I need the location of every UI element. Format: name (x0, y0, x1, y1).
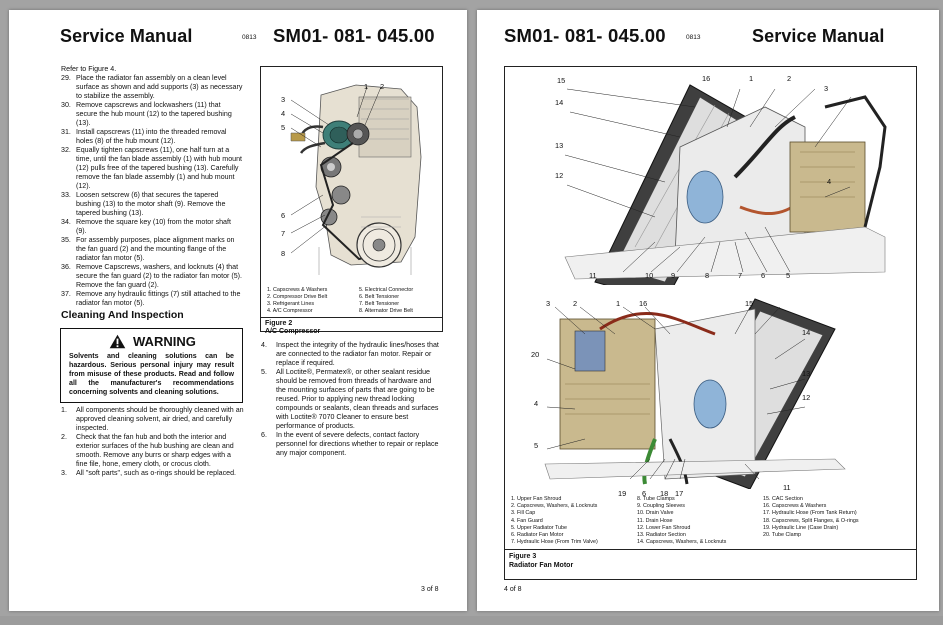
step-number: 31. (61, 128, 71, 136)
header-title: Service Manual (752, 26, 885, 46)
figure-2-legend-col1 (267, 287, 327, 315)
step-item (61, 469, 244, 478)
warning-title: WARNING (133, 334, 196, 349)
step-item (261, 431, 443, 458)
legend-item: 14. Capscrews, Washers, & Locknuts (637, 539, 727, 546)
page-number: 4 of 8 (504, 586, 522, 593)
callout: 12 (555, 171, 564, 180)
callout: 6 (642, 489, 647, 498)
callout: 2 (573, 299, 578, 308)
viewer-bottom-toolbar (0, 616, 943, 625)
legend-item: 3. Refrigerant Lines (267, 301, 315, 307)
legend-item: 15. CAC Section (763, 496, 803, 502)
legend-item: 9. Coupling Sleeves (637, 503, 685, 510)
step-item (261, 368, 443, 431)
radiator-fan-top-view-illustration (505, 67, 916, 285)
legend-item: 19. Hydraulic Line (Case Drain) (763, 524, 839, 531)
warning-box (60, 328, 243, 403)
step-number: 37. (61, 290, 71, 298)
callout: 13 (555, 141, 564, 150)
step-text: Remove any hydraulic fittings (7) still attached to the radiator fan motor (5). (76, 290, 241, 307)
callout: 19 (618, 489, 627, 498)
figure-2-legend-col2 (359, 287, 413, 315)
legend-item: 6. Radiator Fan Motor (511, 532, 564, 538)
header-revision: 0813 (242, 34, 257, 41)
step-text: Place the radiator fan assembly on a clean level surface as shown and add supports (3) as necessary to stabilize the assembly. (76, 74, 243, 100)
callout: 1 (749, 74, 754, 83)
legend-item: 3. Fill Cap (511, 510, 536, 517)
step-text: All "soft parts", such as o-rings should be replaced. (76, 469, 236, 477)
callout: 14 (802, 328, 811, 337)
callout-2: 2 (380, 82, 385, 91)
step-number: 4. (261, 341, 267, 349)
callout: 5 (786, 271, 791, 280)
step-text: Install capscrews (11) into the threaded removal holes (8) of the hub mount (12). (76, 128, 227, 145)
step-item (61, 128, 243, 146)
callout: 8 (705, 271, 710, 280)
warning-triangle-icon (109, 334, 126, 349)
callout: 4 (827, 177, 832, 186)
procedure-column (61, 65, 243, 308)
step-text: Remove Capscrews, washers, and locknuts (4) that secure the fan guard (2) to the radiator fan motor (5). Remove the fan guard (2). (76, 263, 242, 289)
step-item (61, 74, 243, 101)
step-item (61, 218, 243, 236)
step-number: 35. (61, 236, 71, 244)
page-3 (9, 10, 467, 611)
inspection-steps-column (261, 341, 443, 458)
legend-item: 6. Belt Tensioner (359, 294, 400, 300)
legend-item: 7. Belt Tensioner (359, 301, 400, 307)
figure-3 (504, 66, 917, 580)
callout: 11 (589, 271, 597, 280)
inspection-steps (261, 341, 443, 458)
callout: 4 (534, 399, 539, 408)
step-item (61, 146, 243, 191)
legend-item: 10. Drain Valve (637, 510, 674, 517)
step-number: 34. (61, 218, 71, 226)
callout-6: 6 (281, 211, 286, 220)
callout: 16 (639, 299, 648, 308)
step-item (61, 101, 243, 128)
caption-divider (261, 317, 442, 318)
figure-2 (260, 66, 443, 335)
legend-item: 7. Hydraulic Hose (From Trim Valve) (511, 539, 598, 546)
legend-item: 4. A/C Compressor (267, 308, 313, 314)
legend-item: 4. Fan Guard (511, 517, 543, 524)
callout: 20 (531, 350, 540, 359)
header-document-code: SM01- 081- 045.00 (504, 25, 666, 46)
legend-item: 20. Tube Clamp (763, 532, 802, 538)
page-number: 3 of 8 (421, 586, 439, 593)
callout-8: 8 (281, 249, 286, 258)
step-text: Remove capscrews and lockwashers (11) that secure the hub mount (12) to the tapered bushing (13). (76, 101, 232, 127)
callout: 2 (787, 74, 792, 83)
legend-item: 2. Capscrews, Washers, & Locknuts (511, 503, 598, 510)
callout-1: 1 (364, 82, 369, 91)
intro-text: Refer to Figure 4. (61, 65, 117, 73)
callout: 17 (675, 489, 684, 498)
legend-item: 17. Hydraulic Hose (From Tank Return) (763, 510, 857, 517)
header-revision: 0813 (686, 34, 701, 41)
callout: 9 (671, 271, 676, 280)
legend-item: 16. Capscrews & Washers (763, 503, 827, 510)
step-text: All components should be thoroughly cleaned with an approved cleaning solvent, air dried, and carefully inspected. (76, 406, 244, 432)
callout: 3 (824, 84, 829, 93)
callout: 18 (660, 489, 669, 498)
callout: 3 (546, 299, 551, 308)
cleaning-steps-column (61, 406, 244, 478)
callout: 16 (702, 74, 711, 83)
page-4 (477, 10, 939, 611)
legend-item: 2. Compressor Drive Belt (267, 294, 328, 300)
step-number: 1. (61, 406, 67, 414)
figure-label: Figure 2 (265, 320, 293, 327)
step-number: 32. (61, 146, 71, 154)
callout-7: 7 (281, 229, 286, 238)
legend-item: 1. Upper Fan Shroud (511, 496, 562, 502)
callout: 7 (738, 271, 743, 280)
warning-text: Solvents and cleaning solutions can be hazardous. Serious personal injury may result from misuse of these products. Read and follow all the manufacturer's recommendations concerning solvents and cleaning solutions. (69, 352, 234, 396)
callout: 6 (761, 271, 766, 280)
figure-label: Figure 3 (509, 553, 537, 560)
legend-item: 13. Radiator Section (637, 532, 686, 538)
callout: 5 (534, 441, 539, 450)
step-number: 6. (261, 431, 267, 439)
header-document-code: SM01- 081- 045.00 (273, 25, 435, 46)
step-item (61, 236, 243, 263)
callout: 14 (555, 98, 564, 107)
ac-compressor-illustration (261, 67, 442, 280)
caption-divider (505, 549, 916, 550)
figure-caption: A/C Compressor (265, 328, 321, 335)
step-text: Remove the square key (10) from the motor shaft (9). (76, 218, 231, 235)
radiator-fan-side-view-illustration (505, 289, 916, 489)
step-number: 3. (61, 469, 67, 477)
callout: 13 (802, 369, 811, 378)
step-text: For assembly purposes, place alignment marks on the fan guard (2) and the mounting flange of the radiator fan motor (5). (76, 236, 235, 262)
callout-3: 3 (281, 95, 286, 104)
step-number: 5. (261, 368, 267, 376)
legend-item: 5. Upper Radiator Tube (511, 524, 568, 531)
callout: 1 (616, 299, 621, 308)
step-item (261, 341, 443, 368)
section-heading: Cleaning And Inspection (61, 309, 184, 321)
step-text: Check that the fan hub and both the interior and exterior surfaces of the hub bushing are clean and smooth. Remove any burrs or sharp edges with a fine file, hone, emery cloth, or crocus cloth. (76, 433, 234, 468)
callout-4: 4 (281, 109, 286, 118)
header-title: Service Manual (60, 26, 193, 46)
callout: 12 (802, 393, 811, 402)
callout: 15 (557, 76, 566, 85)
legend-item: 5. Electrical Connector (359, 287, 414, 293)
step-item (61, 263, 243, 290)
step-number: 2. (61, 433, 67, 441)
callout: 11 (783, 483, 791, 492)
step-item (61, 433, 244, 469)
callout-5: 5 (281, 123, 286, 132)
step-item (61, 406, 244, 433)
figure-caption: Radiator Fan Motor (509, 562, 574, 569)
step-number: 33. (61, 191, 71, 199)
step-text: Equally tighten capscrews (11), one half turn at a time, until the fan blade assembly (1) with hub mount (12) pulls free of the tapered bushing (13). Carefully remove the fan blade assembly (1) and hub mount (12). (76, 146, 242, 190)
cleaning-steps (61, 406, 244, 478)
step-text: Loosen setscrew (6) that secures the tapered bushing (13) to the motor shaft (9). Remove the tapered bushing (13). (76, 191, 226, 217)
step-item (61, 191, 243, 218)
legend-item: 18. Capscrews, Split Flanges, & O-rings (763, 517, 859, 524)
step-number: 30. (61, 101, 71, 109)
callout: 10 (645, 271, 654, 280)
step-number: 29. (61, 74, 71, 82)
procedure-steps (61, 74, 243, 308)
step-text: Inspect the integrity of the hydraulic lines/hoses that are connected to the radiator fan motor. Repair or replace if required. (276, 341, 439, 367)
legend-item: 8. Alternator Drive Belt (359, 308, 413, 314)
step-item (61, 290, 243, 308)
step-number: 36. (61, 263, 71, 271)
step-text: In the event of severe defects, contact factory personnel for directions whether to repair or replace any major component. (276, 431, 439, 457)
callout: 15 (745, 299, 754, 308)
step-text: All Loctite®, Permatex®, or other sealant residue should be removed from threads of hardware and the mounting surfaces of parts that are going to be reused. Prior to applying new thread locking compounds or sealants, clean threads and surfaces with Loctite® 7070 Cleaner to ensure best performance of products. (276, 368, 439, 430)
legend-item: 12. Lower Fan Shroud (637, 524, 691, 531)
legend-item: 8. Tube Clamps (637, 496, 675, 502)
legend-item: 1. Capscrews & Washers (267, 287, 328, 293)
legend-item: 11. Drain Hose (637, 517, 673, 524)
